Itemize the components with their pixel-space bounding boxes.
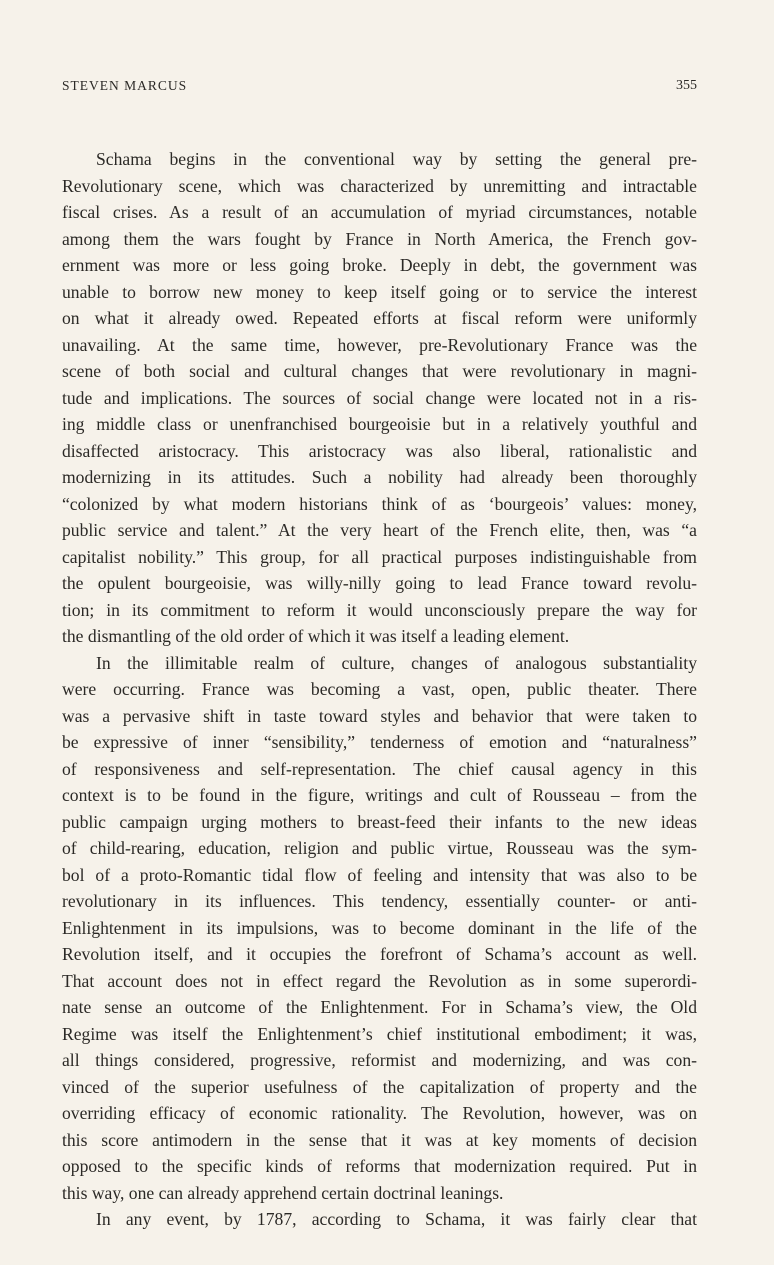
- text-line: That account does not in effect regard the Revolution as in some superordi-: [62, 970, 697, 991]
- text-line: modernizing in its attitudes. Such a nobility had already been thoroughly: [62, 467, 697, 487]
- text-line: Revolution itself, and it occupies the forefront of Schama’s account as well.: [62, 944, 697, 964]
- text-line: this score antimodern in the sense that it was at key moments of decision: [62, 1129, 697, 1150]
- text-line: revolutionary in its influences. This tendency, essentially counter- or anti-: [62, 891, 697, 911]
- text-line: unavailing. At the same time, however, pre-Revolutionary France was the: [62, 334, 697, 355]
- text-line: be expressive of inner “sensibility,” tenderness of emotion and “naturalness”: [62, 732, 697, 752]
- text-line: opposed to the specific kinds of reforms that modernization required. Put in: [62, 1156, 697, 1176]
- text-line: tion; in its commitment to reform it would unconsciously prepare the way for: [62, 599, 697, 620]
- text-line: vinced of the superior usefulness of the capitalization of property and the: [62, 1076, 697, 1097]
- text-line: was a pervasive shift in taste toward styles and behavior that were taken to: [62, 705, 697, 726]
- text-line: were occurring. France was becoming a vast, open, public theater. There: [62, 679, 697, 699]
- text-line: Schama begins in the conventional way by setting the general pre-: [96, 149, 697, 169]
- paragraph: [62, 650, 697, 1207]
- text-line: context is to be found in the figure, writings and cult of Rousseau – from the: [62, 785, 697, 805]
- paragraph: [62, 1206, 697, 1233]
- text-line: ing middle class or unenfranchised bourgeoisie but in a relatively youthful and: [62, 414, 697, 434]
- text-line: on what it already owed. Repeated efforts at fiscal reform were uniformly: [62, 308, 697, 328]
- text-line: all things considered, progressive, reformist and modernizing, and was con-: [62, 1050, 697, 1070]
- text-line: fiscal crises. As a result of an accumulation of myriad circumstances, notable: [62, 202, 697, 222]
- page-number: 355: [676, 78, 697, 93]
- text-line: In any event, by 1787, according to Schama, it was fairly clear that: [96, 1209, 697, 1229]
- text-line: the dismantling of the old order of which it was itself a leading element.: [62, 626, 570, 646]
- body-text: [62, 146, 697, 1233]
- text-line: Regime was itself the Enlightenment’s chief institutional embodiment; it was,: [62, 1023, 697, 1044]
- text-line: public campaign urging mothers to breast-feed their infants to the new ideas: [62, 811, 697, 832]
- text-line: the opulent bourgeoisie, was willy-nilly going to lead France toward revolu-: [62, 573, 697, 593]
- running-head-author: STEVEN MARCUS: [62, 78, 188, 93]
- text-line: this way, one can already apprehend certain doctrinal leanings.: [62, 1182, 504, 1203]
- text-line: among them the wars fought by France in North America, the French gov-: [62, 228, 697, 249]
- running-header: [62, 78, 697, 98]
- text-line: Revolutionary scene, which was characterized by unremitting and intractable: [62, 175, 697, 196]
- text-line: In the illimitable realm of culture, changes of analogous substantiality: [96, 652, 697, 673]
- text-line: nate sense an outcome of the Enlightenment. For in Schama’s view, the Old: [62, 997, 697, 1017]
- text-line: of child-rearing, education, religion and public virtue, Rousseau was the sym-: [62, 838, 697, 858]
- paragraph: [62, 146, 697, 650]
- text-line: scene of both social and cultural changes that were revolutionary in magni-: [62, 361, 697, 381]
- text-line: ernment was more or less going broke. Deeply in debt, the government was: [62, 255, 697, 275]
- text-line: capitalist nobility.” This group, for all practical purposes indistinguishable from: [62, 546, 697, 567]
- text-line: of responsiveness and self-representation. The chief causal agency in this: [62, 758, 697, 779]
- text-line: public service and talent.” At the very heart of the French elite, then, was “a: [62, 520, 697, 540]
- text-line: “colonized by what modern historians think of as ‘bourgeois’ values: money,: [62, 493, 697, 514]
- text-line: unable to borrow new money to keep itself going or to service the interest: [62, 281, 697, 302]
- text-line: overriding efficacy of economic rationality. The Revolution, however, was on: [62, 1103, 697, 1123]
- text-line: Enlightenment in its impulsions, was to become dominant in the life of the: [62, 917, 697, 938]
- text-line: disaffected aristocracy. This aristocracy was also liberal, rationalistic and: [62, 440, 697, 461]
- text-line: tude and implications. The sources of social change were located not in a ris-: [62, 387, 697, 408]
- text-line: bol of a proto-Romantic tidal flow of feeling and intensity that was also to be: [62, 864, 697, 885]
